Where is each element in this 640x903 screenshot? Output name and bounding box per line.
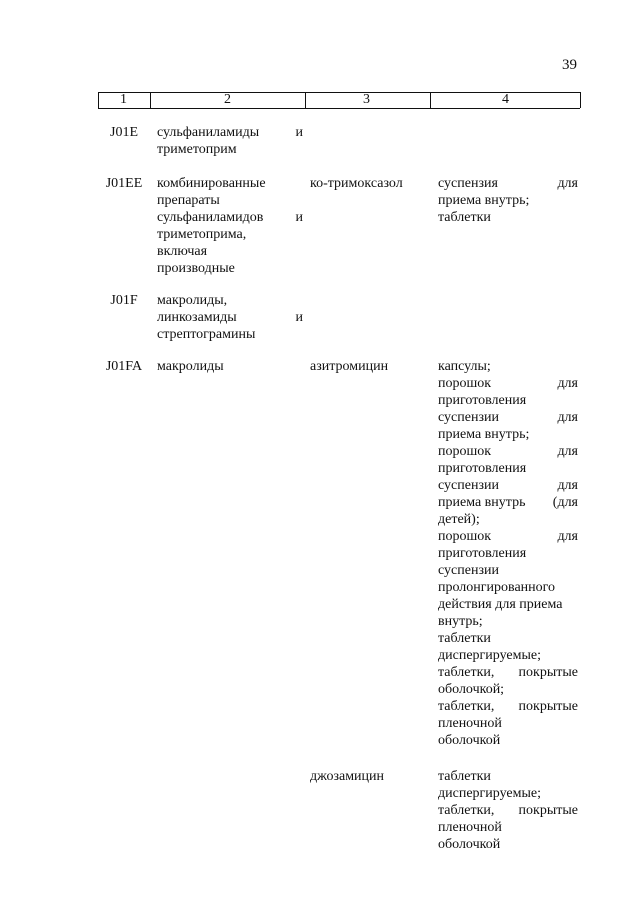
group-name	[157, 358, 303, 375]
text-line: приготовления	[438, 393, 527, 408]
header-col-4: 4	[502, 92, 509, 107]
text-line: пленочной	[438, 716, 502, 731]
text-line: сульфаниламиды и	[157, 125, 303, 140]
text-line: приема внутрь (для	[438, 495, 578, 510]
dosage-forms	[438, 175, 578, 226]
text-line: суспензии для	[438, 478, 578, 493]
text-line: оболочкой	[438, 837, 501, 852]
text-line: суспензии	[438, 563, 499, 578]
header-divider	[150, 92, 151, 108]
text-line: линкозамиды и	[157, 310, 303, 325]
text-line: диспергируемые;	[438, 786, 541, 801]
text-line: приема внутрь;	[438, 427, 530, 442]
group-name	[157, 292, 303, 343]
header-divider	[430, 92, 431, 108]
atc-code: J01FA	[105, 359, 143, 374]
text-line: оболочкой	[438, 733, 501, 748]
group-name	[157, 124, 303, 158]
atc-code: J01EE	[105, 176, 143, 191]
substance-name: азитромицин	[310, 359, 389, 374]
text-line: таблетки, покрытые	[438, 665, 578, 680]
text-line: пленочной	[438, 820, 502, 835]
substance-name: ко-тримоксазол	[310, 176, 403, 191]
group-name	[157, 175, 303, 277]
text-line: триметоприма,	[157, 227, 247, 242]
text-line: диспергируемые;	[438, 648, 541, 663]
dosage-forms	[438, 358, 578, 749]
text-line: суспензия для	[438, 176, 578, 191]
atc-code: J01E	[110, 125, 138, 140]
text-line: суспензии для	[438, 410, 578, 425]
text-line: приготовления	[438, 546, 527, 561]
atc-code: J01F	[110, 293, 138, 308]
header-col-2: 2	[224, 92, 231, 107]
substance-name: джозамицин	[310, 769, 385, 784]
text-line: порошок для	[438, 376, 578, 391]
text-line: препараты	[157, 193, 220, 208]
text-line: включая	[157, 244, 208, 259]
header-divider	[98, 92, 99, 108]
header-divider	[305, 92, 306, 108]
text-line: таблетки	[438, 769, 491, 784]
text-line: сульфаниламидов и	[157, 210, 303, 225]
text-line: оболочкой;	[438, 682, 505, 697]
text-line: капсулы;	[438, 359, 491, 374]
text-line: таблетки	[438, 210, 491, 225]
text-line: комбинированные	[157, 176, 266, 191]
text-line: таблетки, покрытые	[438, 803, 578, 818]
text-line: порошок для	[438, 529, 578, 544]
header-col-1: 1	[120, 92, 127, 107]
text-line: таблетки, покрытые	[438, 699, 578, 714]
text-line: стрептограмины	[157, 327, 256, 342]
text-line: триметоприм	[157, 142, 237, 157]
header-divider	[580, 92, 581, 108]
text-line: приготовления	[438, 461, 527, 476]
text-line: производные	[157, 261, 235, 276]
page-number: 39	[562, 57, 577, 73]
header-bottom-border	[98, 108, 580, 109]
text-line: приема внутрь;	[438, 193, 530, 208]
text-line: пролонгированного	[438, 580, 556, 595]
text-line: макролиды	[157, 359, 224, 374]
text-line: порошок для	[438, 444, 578, 459]
header-col-3: 3	[363, 92, 370, 107]
dosage-forms	[438, 768, 578, 853]
text-line: таблетки	[438, 631, 491, 646]
text-line: внутрь;	[438, 614, 483, 629]
text-line: детей);	[438, 512, 480, 527]
text-line: действия для приема	[438, 597, 563, 612]
text-line: макролиды,	[157, 293, 228, 308]
